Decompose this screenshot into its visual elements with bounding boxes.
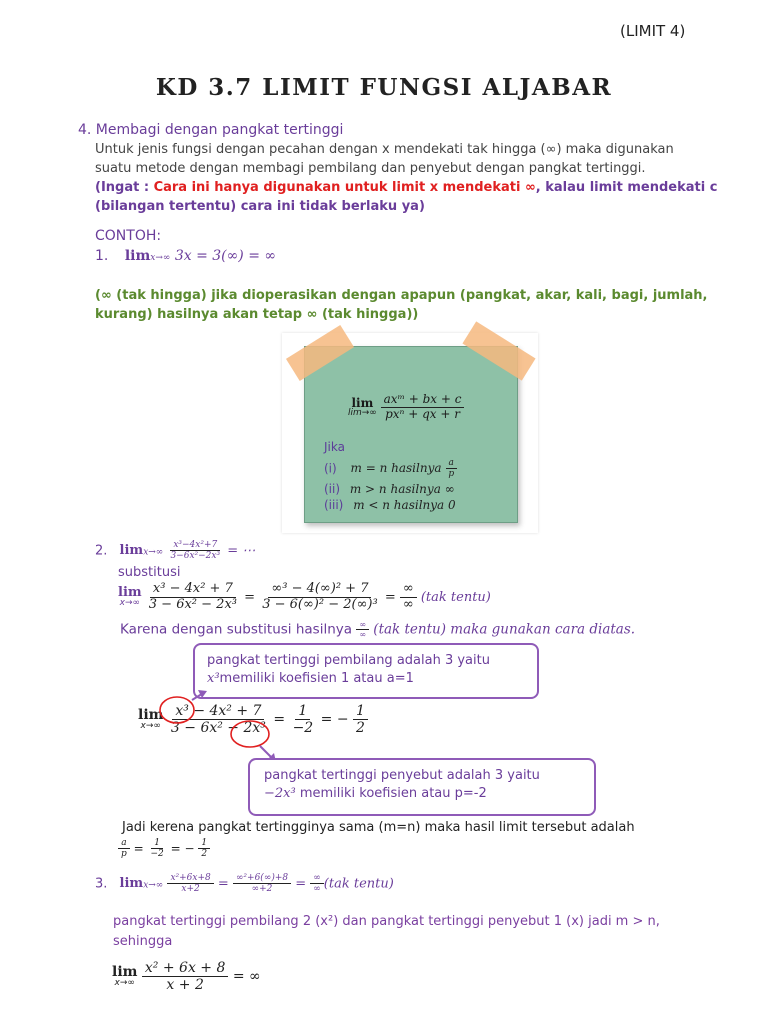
denominator-circle xyxy=(231,721,269,747)
numerator-callout: pangkat tertinggi pembilang adalah 3 yaitu x³memiliki koefisien 1 atau a=1 xyxy=(193,643,539,699)
example-3-result: lim x→∞ $\frac{\text{x² + 6x + 8}}{x + 2}$ = ∞ xyxy=(112,960,261,994)
note-rule-3: (iii) m < n hasilnya 0 xyxy=(324,498,456,512)
denominator-callout: pangkat tertinggi penyebut adalah 3 yaitu −2x³ memiliki koefisien atau p=-2 xyxy=(248,758,596,816)
sticky-note xyxy=(304,346,518,523)
example-3-statement: 3. limx→∞ $\frac{\text{x²+6x+8}}{x+2}$ = $\frac{\text{∞²+6(∞)+8}}{\infty+2}$ = $\frac{\infty}{\infty}$ (tak tentu) xyxy=(95,873,394,895)
section-paragraph: Untuk jenis fungsi dengan pecahan dengan x mendekati tak hingga (∞) maka digunakan suatu metode dengan membagi pembilang dan penyebut dengan pangkat tertinggi. xyxy=(95,142,674,176)
example-3-explanation: pangkat tertinggi pembilang 2 (x²) dan pangkat tertinggi penyebut 1 (x) jadi m > n, sehingga xyxy=(113,914,660,949)
arrow-up-icon xyxy=(198,690,207,698)
substitusi-label: substitusi xyxy=(118,565,181,580)
jadi-line: Jadi kerena pangkat tertingginya sama (m=n) maka hasil limit tersebut adalah xyxy=(122,820,635,835)
page-title: KD 3.7 LIMIT FUNGSI ALJABAR xyxy=(155,74,613,101)
karena-line: Karena dengan substitusi hasilnya $\frac{\infty}{\infty}$ (tak tentu) maka gunakan cara diatas. xyxy=(120,620,636,640)
jadi-result: $\frac{a}{p}$ = $\frac{1}{-2}$ = − $\frac{1}{2}$ xyxy=(118,838,210,860)
note-formula: lim lim→∞ $\frac{\text{axᵐ + bx + c}}{\text{pxⁿ + qx + r}}$ xyxy=(348,393,464,422)
note-jika: Jika xyxy=(324,440,345,454)
page-tag: (LIMIT 4) xyxy=(620,22,686,40)
section-heading: 4. Membagi dengan pangkat tertinggi xyxy=(78,122,344,138)
example-2-statement: 2. limx→∞ $\frac{\text{x³−4x²+7}}{\text{3−6x²−2x³}}$ = ⋯ xyxy=(95,540,256,562)
note-rule-1: (i) m = n hasilnya $\frac{a}{p}$ xyxy=(324,458,457,480)
substitution-equation: lim x→∞ $\frac{\text{x³ − 4x² + 7}}{\text{3 − 6x² − 2x³}}$ = $\frac{\text{∞³ − 4(∞)² + 7}}{\text{3 − 6(∞)² − 2(∞)³}}$ = $\frac{\infty}{\infty}$ (tak tentu) xyxy=(118,581,491,612)
dominant-term-equation: lim x→∞ $\frac{\text{x³ − 4x² + 7}}{\text{3 − 6x² − 2x³}}$ = $\frac{1}{-2}$ = − $\frac{1}{2}$ xyxy=(138,703,368,736)
numerator-circle xyxy=(160,697,194,723)
infinity-note: (∞ (tak hingga) jika dioperasikan dengan apapun (pangkat, akar, kali, bagi, jumlah, kurang) hasilnya akan tetap ∞ (tak hingga)) xyxy=(95,288,708,322)
example-1: 1. limx→∞ 3x = 3(∞) = ∞ xyxy=(95,248,277,264)
contoh-label: CONTOH: xyxy=(95,228,162,244)
note-rule-2: (ii) m > n hasilnya ∞ xyxy=(324,482,455,496)
ingat-note: (Ingat : Cara ini hanya digunakan untuk limit x mendekati ∞, kalau limit mendekati c (bilangan tertentu) cara ini tidak berlaku ya) xyxy=(95,180,718,214)
